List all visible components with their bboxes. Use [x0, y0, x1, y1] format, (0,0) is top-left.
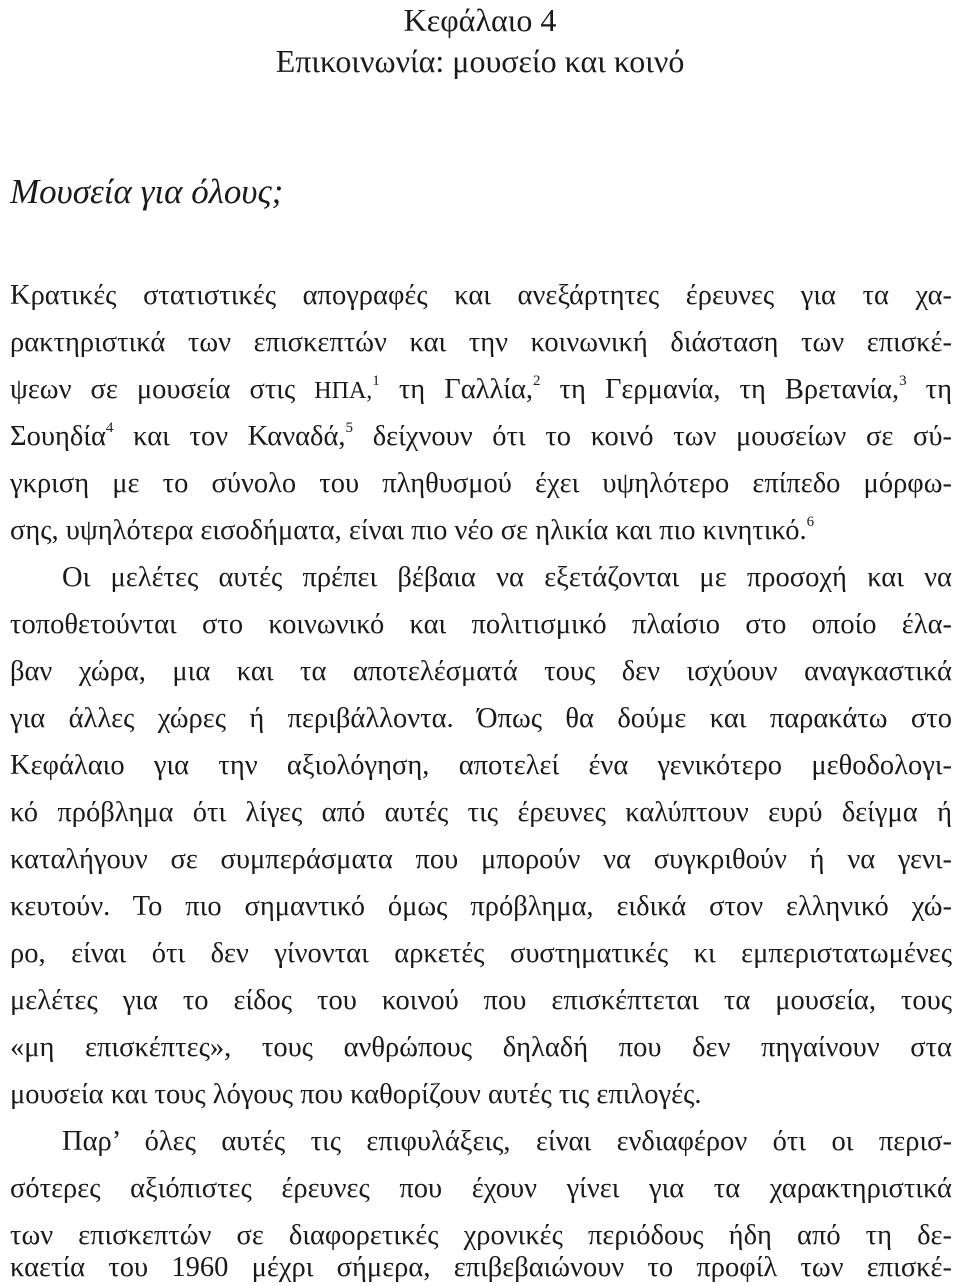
text-line: κευτούν. Το πιο σημαντικό όμως πρόβλημα, ειδικά στον ελληνικό χώ-: [10, 891, 952, 922]
text-line: ρακτηριστικά των επισκεπτών και την κοινωνική διάσταση των επισκέ-: [10, 327, 952, 358]
footnote-ref: 2: [533, 373, 541, 389]
text-line: για άλλες χώρες ή περιβάλλοντα. Όπως θα δούμε και παρακάτω στο: [10, 703, 952, 734]
text-line: μουσεία και τους λόγους που καθορίζουν αυτές τις επιλογές.: [10, 1079, 702, 1110]
text-line: Κρατικές στατιστικές απογραφές και ανεξάρτητες έρευνες για τα χα-: [10, 280, 952, 311]
section-title: Μουσεία για όλους;: [10, 172, 284, 211]
text-line: «μη επισκέπτες», τους ανθρώπους δηλαδή που δεν πηγαίνουν στα: [10, 1032, 952, 1063]
footnote-ref: 6: [806, 514, 815, 530]
text-line: βαν χώρα, μια και τα αποτελέσματά τους δεν ισχύουν αναγκαστικά: [10, 656, 952, 687]
text-line: κό πρόβλημα ότι λίγες από αυτές τις έρευνες καλύπτουν ευρύ δείγμα ή: [10, 797, 952, 828]
chapter-number: Κεφάλαιο 4: [403, 2, 557, 38]
abbreviation-usa: ΗΠΑ,: [314, 378, 373, 404]
text-line: Σουηδία$^4$ και τον Καναδά,$^5$ δείχνουν ότι το κοινό των μουσείων σε σύ-: [10, 420, 953, 452]
text-line: σότερες αξιόπιστες έρευνες που έχουν γίνει για τα χαρακτηριστικά: [10, 1173, 952, 1204]
text-line: μελέτες για το είδος του κοινού που επισκέπτεται τα μουσεία, τους: [10, 985, 952, 1016]
text-line: γκριση με το σύνολο του πληθυσμού έχει υψηλότερο επίπεδο μόρφω-: [10, 468, 952, 499]
footnote-ref: 4: [105, 420, 114, 436]
footnote-ref: 1: [372, 373, 380, 389]
text-line: ρο, είναι ότι δεν γίνονται αρκετές συστηματικές κι εμπεριστατωμένες: [10, 938, 952, 969]
text-line: καετία του 1960 μέχρι σήμερα, επιβεβαιώνουν το προφίλ των επισκέ-: [10, 1252, 952, 1283]
text-line: καταλήγουν σε συμπεράσματα που μπορούν να συγκριθούν ή να γενι-: [10, 844, 952, 875]
text-line: τοποθετούνται στο κοινωνικό και πολιτισμικό πλαίσιο στο οποίο έλα-: [10, 609, 952, 640]
text-line: Παρ’ όλες αυτές τις επιφυλάξεις, είναι ενδιαφέρον ότι οι περισ-: [62, 1126, 952, 1157]
chapter-title: Επικοινωνία: μουσείο και κοινό: [275, 43, 685, 79]
text-line: των επισκεπτών σε διαφορετικές χρονικές περιόδους ήδη από τη δε-: [10, 1220, 952, 1251]
footnote-ref: 3: [899, 373, 907, 389]
text-line: Κεφάλαιο για την αξιολόγηση, αποτελεί ένα γενικότερο μεθοδολογι-: [10, 750, 952, 781]
text-line: ψεων σε μουσεία στις ΗΠΑ,$^1$ τη Γαλλία,$^2$ τη Γερμανία, τη Βρετανία,$^3$ τη: [10, 373, 952, 405]
text-line: σης, υψηλότερα εισοδήματα, είναι πιο νέο σε ηλικία και πιο κινητικό.$^6$: [10, 514, 815, 546]
text-line: Οι μελέτες αυτές πρέπει βέβαια να εξετάζονται με προσοχή και να: [62, 562, 952, 593]
footnote-ref: 5: [345, 420, 354, 436]
